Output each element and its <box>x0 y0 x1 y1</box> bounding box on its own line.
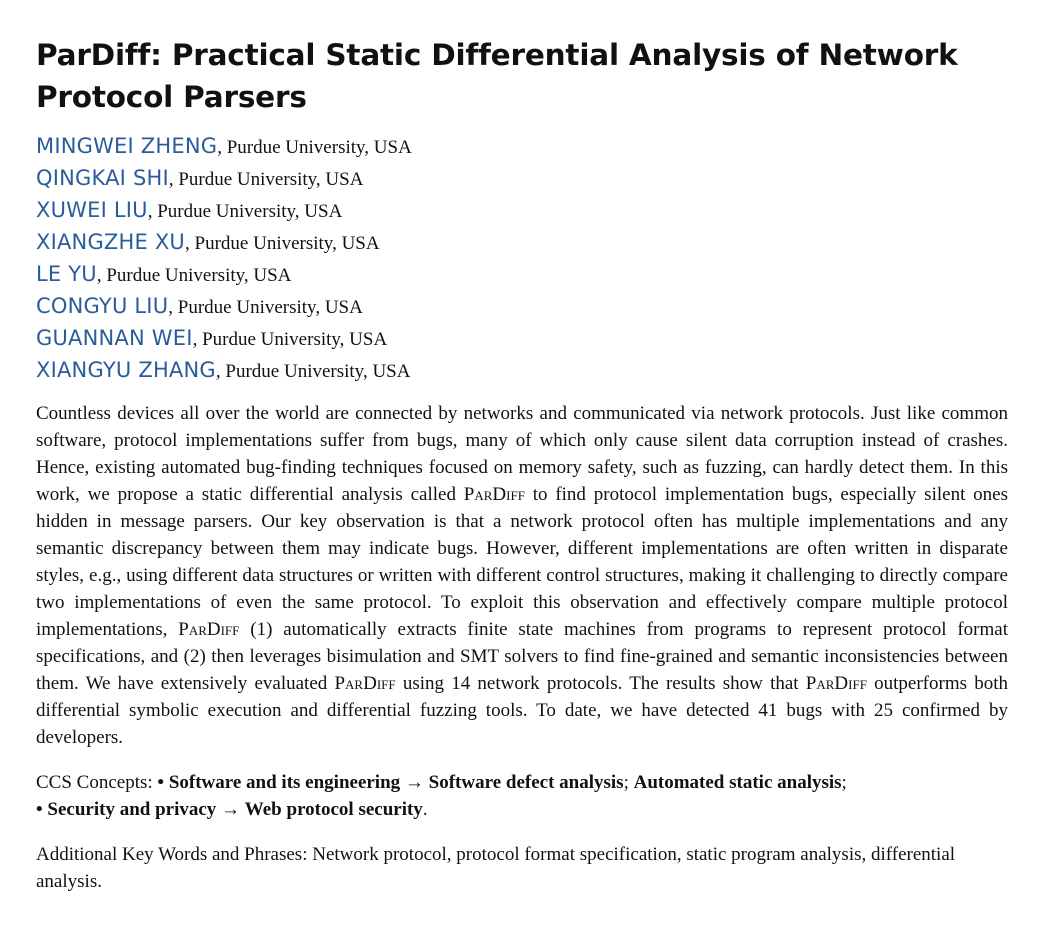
author-affiliation: Purdue University, USA <box>178 169 364 190</box>
ccs-line-2: • Security and privacy → Web protocol security. <box>36 799 428 820</box>
ccs-label: CCS Concepts: <box>36 772 158 793</box>
author-name: CONGYU LIU <box>36 294 169 318</box>
author-entry: QINGKAI SHI, Purdue University, USA <box>36 166 364 190</box>
ccs-arrow: → <box>216 799 245 820</box>
ccs-concept: Automated static analysis <box>633 772 842 793</box>
paper-title: ParDiff: Practical Static Differential Analysis of Network Protocol Parsers <box>36 38 958 114</box>
keywords-label: Additional Key Words and Phrases: <box>36 844 313 865</box>
abstract-text: Countless devices all over the world are connected by networks and communicated via network protocols. Just like common software, protocol implementations suffer from bugs, many of which only cause silent data corruption instead of crashes. Hence, existing automated bug-finding techniques focused on memory safety, such as fuzzing, can hardly detect them. In this work, we propose a static differential analysis called <box>36 403 1008 505</box>
author-list <box>36 130 1008 386</box>
author-name: MINGWEI ZHENG <box>36 134 218 158</box>
author-entry: LE YU, Purdue University, USA <box>36 262 292 286</box>
author-name: QINGKAI SHI <box>36 166 169 190</box>
author-affiliation: Purdue University, USA <box>194 233 380 254</box>
author-affiliation: Purdue University, USA <box>157 201 343 222</box>
tool-name: ParDiff <box>463 484 525 505</box>
author-name: XIANGZHE XU <box>36 230 186 254</box>
author-name: XUWEI LIU <box>36 198 148 222</box>
ccs-concept: Security and privacy <box>47 799 217 820</box>
tool-name: ParDiff <box>805 673 867 694</box>
author-name: XIANGYU ZHANG <box>36 358 216 382</box>
abstract-text: outperforms both differential symbolic execution and differential fuzzing tools. To date, we have detected 41 bugs with 25 confirmed by developers. <box>36 673 1008 748</box>
author-affiliation: Purdue University, USA <box>226 137 412 158</box>
tool-name: ParDiff <box>178 619 240 640</box>
author-entry: CONGYU LIU, Purdue University, USA <box>36 294 363 318</box>
author-affiliation: Purdue University, USA <box>202 329 388 350</box>
ccs-concept: Software defect analysis <box>428 772 624 793</box>
abstract-text: using 14 network protocols. The results show that <box>395 673 806 694</box>
ccs-concepts <box>36 769 1008 823</box>
author-name: GUANNAN WEI <box>36 326 193 350</box>
author-entry: XUWEI LIU, Purdue University, USA <box>36 198 343 222</box>
abstract <box>36 400 1008 751</box>
author-name: LE YU <box>36 262 97 286</box>
author-affiliation: Purdue University, USA <box>225 361 411 382</box>
author-affiliation: Purdue University, USA <box>177 297 363 318</box>
ccs-concept: Software and its engineering <box>168 772 401 793</box>
author-entry: MINGWEI ZHENG, Purdue University, USA <box>36 134 412 158</box>
author-entry: XIANGZHE XU, Purdue University, USA <box>36 230 380 254</box>
author-entry: XIANGYU ZHANG, Purdue University, USA <box>36 358 411 382</box>
ccs-arrow: → <box>400 772 429 793</box>
author-affiliation: Purdue University, USA <box>106 265 292 286</box>
ccs-bullet: • <box>157 772 169 793</box>
abstract-text: (1) automatically extracts finite state machines from programs to represent protocol format specifications, and (2) then leverages bisimulation and SMT solvers to find fine-grained and semantic inconsistencies between them. We have extensively evaluated <box>36 619 1008 694</box>
keywords-text: Network protocol, protocol format specification, static program analysis, differential analysis. <box>36 844 956 892</box>
ccs-line-1: CCS Concepts: • Software and its engineering → Software defect analysis; Automated static analysis; <box>36 772 847 793</box>
ccs-concept: Web protocol security <box>244 799 423 820</box>
ccs-bullet: • <box>36 799 48 820</box>
abstract-text: to find protocol implementation bugs, especially silent ones hidden in message parsers. Our key observation is that a network protocol often has multiple implementations and any semantic discrepancy between them may indicate bugs. However, different implementations are often written in disparate styles, e.g., using different data structures or written with different control structures, making it challenging to directly compare two implementations of even the same protocol. To exploit this observation and effectively compare multiple protocol implementations, <box>36 484 1008 640</box>
author-entry: GUANNAN WEI, Purdue University, USA <box>36 326 388 350</box>
tool-name: ParDiff <box>334 673 396 694</box>
keywords <box>36 841 1008 895</box>
